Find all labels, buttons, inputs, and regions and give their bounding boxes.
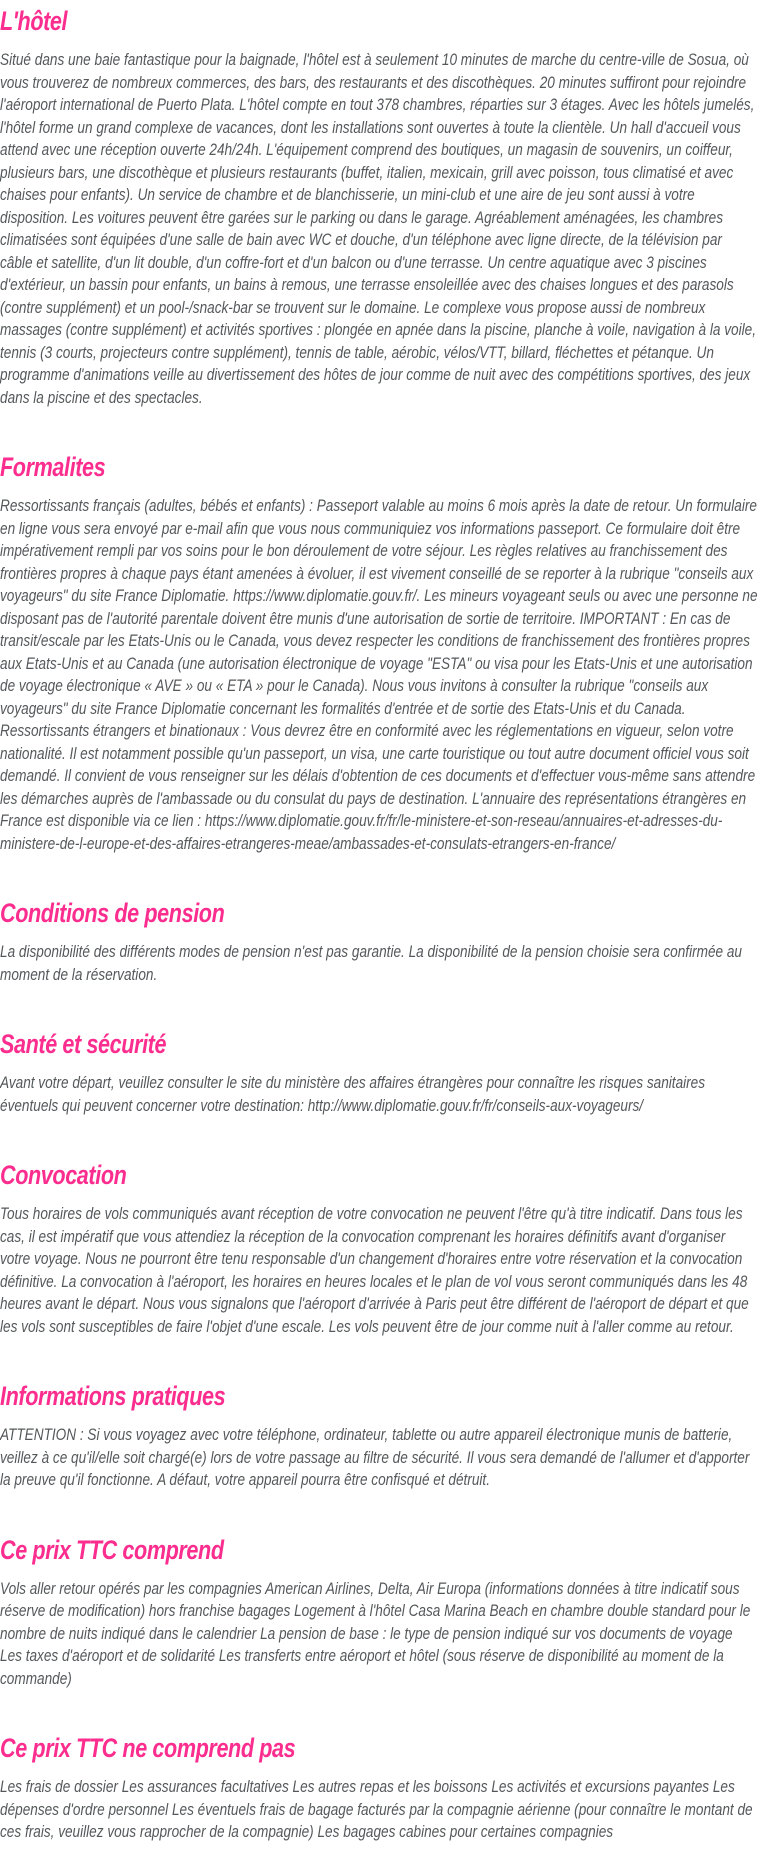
section-body: Ressortissants français (adultes, bébés et enfants) : Passeport valable au moins 6 mois après la date de retour. Un formulaire en ligne vous sera envoyé par e-mail afin que vous nous communiquiez vos informations passeport. Ce formulaire doit être impérativement rempli par vos soins pour le bon déroulement de votre séjour. Les règles relatives au franchissement des frontières propres à chaque pays étant amenées à évoluer, il est vivement conseillé de se reporter à la rubrique "conseils aux voyageurs" du site France Diplomatie. https://www.diplomatie.gouv.fr/. Les mineurs voyageant seuls ou avec une personne ne disposant pas de l'autorité parentale doivent être munis d'une autorisation de sortie de territoire. IMPORTANT : En cas de transit/escale par les Etats-Unis ou le Canada, vous devez respecter les conditions de franchissement des frontières propres aux Etats-Unis et au Canada (une autorisation électronique de voyage "ESTA" ou visa pour les Etats-Unis et une autorisation de voyage électronique « AVE » ou « ETA » pour le Canada). Nous vous invitons à consulter la rubrique "conseils aux voyageurs" du site France Diplomatie concernant les formalités d'entrée et de sortie des Etats-Unis et du Canada. Ressortissants étrangers et binationaux : Vous devrez être en conformité avec les réglementations en vigueur, selon votre nationalité. Il est notamment possible qu'un passeport, un visa, une carte touristique ou tout autre document officiel vous soit demandé. Il convient de vous renseigner sur les délais d'obtention de ces documents et d'effectuer vous-même sans attendre les démarches auprès de l'ambassade ou du consulat du pays de destination. L'annuaire des représentations étrangères en France est disponible via ce lien : https://www.diplomatie.gouv.fr/fr/le-ministere-et-son-reseau/annuaires-et-adresses-du-ministere-de-l-europe-et-des-affaires-etrangeres-meae/ambassades-et-consulats-etrangers-en-france/ — [0, 496, 758, 853]
section-prix-ttc-comprend — [0, 1534, 758, 1691]
section-body: Les frais de dossier Les assurances facultatives Les autres repas et les boissons Les activités et excursions payantes Les dépenses d'ordre personnel Les éventuels frais de bagage facturés par la compagnie aérienne (pour connaître le montant de ces frais, veuillez vous rapprocher de la compagnie) Les bagages cabines pour certaines compagnies — [0, 1777, 753, 1841]
section-title: Convocation — [0, 1160, 127, 1190]
section-title: Ce prix TTC ne comprend pas — [0, 1733, 296, 1763]
section-title: Santé et sécurité — [0, 1029, 167, 1059]
section-conditions-de-pension — [0, 897, 758, 986]
section-body: ATTENTION : Si vous voyagez avec votre téléphone, ordinateur, tablette ou autre appareil électronique munis de batterie, veillez à ce qu'il/elle soit chargé(e) lors de votre passage au filtre de sécurité. Il vous sera demandé de l'allumer et d'apporter la preuve qu'il fonctionne. A défaut, votre appareil pourra être confisqué et détruit. — [0, 1425, 750, 1489]
section-title: Ce prix TTC comprend — [0, 1534, 224, 1565]
section-body: Situé dans une baie fantastique pour la baignade, l'hôtel est à seulement 10 minutes de marche du centre-ville de Sosua, où vous trouverez de nombreux commerces, des bars, des restaurants et des discothèques. 20 minutes suffiront pour rejoindre l'aéroport international de Puerto Plata. L'hôtel compte en tout 378 chambres, réparties sur 3 étages. Avec les hôtels jumelés, l'hôtel forme un grand complexe de vacances, dont les installations sont ouvertes à toute la clientèle. Un hall d'accueil vous attend avec une réception ouverte 24h/24h. L'équipement comprend des boutiques, un magasin de souvenirs, un coiffeur, plusieurs bars, une discothèque et plusieurs restaurants (buffet, italien, mexicain, grill avec poisson, tous climatisé et avec chaises pour enfants). Un service de chambre et de blanchisserie, un mini-club et une aire de jeu sont aussi à votre disposition. Les voitures peuvent être garées sur le parking ou dans le garage. Agréablement aménagées, les chambres climatisées sont équipées d'une salle de bain avec WC et douche, d'un téléphone avec ligne directe, de la télévision par câble et satellite, d'un lit double, d'un coffre-fort et d'un balcon ou d'une terrasse. Un centre aquatique avec 3 piscines d'extérieur, un bassin pour enfants, un bains à remous, une terrasse ensoleillée avec des chaises longues et des parasols (contre supplément) et un pool-/snack-bar se trouvent sur le domaine. Le complexe vous propose aussi de nombreux massages (contre supplément) et activités sportives : plongée en apnée dans la piscine, planche à voile, navigation à la voile, tennis (3 courts, projecteurs contre supplément), tennis de table, aérobic, vélos/VTT, billard, fléchettes et pétanque. Un programme d'animations veille au divertissement des hôtes de jour comme de nuit avec des compétitions sportives, des jeux dans la piscine et des spectacles. — [0, 50, 757, 407]
section-formalites — [0, 451, 758, 855]
section-sante-et-securite — [0, 1028, 758, 1117]
section-body: Vols aller retour opérés par les compagnies American Airlines, Delta, Air Europa (informations données à titre indicatif sous réserve de modification) hors franchise bagages Logement à l'hôtel Casa Marina Beach en chambre double standard pour le nombre de nuits indiqué dans le calendrier La pension de base : le type de pension indiqué sur vos documents de voyage Les taxes d'aéroport et de solidarité Les transferts entre aéroport et hôtel (sous réserve de disponibilité au moment de la commande) — [0, 1578, 751, 1688]
section-title: Informations pratiques — [0, 1381, 226, 1411]
section-prix-ttc-ne-comprend-pas — [0, 1732, 758, 1844]
section-convocation — [0, 1159, 758, 1338]
section-title: Formalites — [0, 452, 106, 482]
section-body: Tous horaires de vols communiqués avant réception de votre convocation ne peuvent l'être qu'à titre indicatif. Dans tous les cas, il est impératif que vous attendiez la réception de la convocation comprenant les horaires définitifs avant d'organiser votre voyage. Nous ne pourront être tenu responsable d'un changement d'horaires entre votre réservation et la convocation définitive. La convocation à l'aéroport, les horaires en heures locales et le plan de vol vous seront communiqués dans les 48 heures avant le départ. Nous vous signalons que l'aéroport d'arrivée à Paris peut être différent de l'aéroport de départ et que les vols sont susceptibles de faire l'objet d'une escale. Les vols peuvent être de jour comme nuit à l'aller comme au retour. — [0, 1204, 749, 1336]
section-hotel — [0, 5, 758, 409]
section-body: Avant votre départ, veuillez consulter le site du ministère des affaires étrangères pour connaître les risques sanitaires éventuels qui peuvent concerner votre destination: http://www.diplomatie.gouv.fr/fr/conseils-aux-voyageurs/ — [0, 1073, 706, 1115]
section-title: Conditions de pension — [0, 898, 225, 928]
section-informations-pratiques — [0, 1380, 758, 1492]
section-body: La disponibilité des différents modes de pension n'est pas garantie. La disponibilité de la pension choisie sera confirmée au moment de la réservation. — [0, 942, 742, 984]
section-title: L'hôtel — [0, 6, 68, 36]
